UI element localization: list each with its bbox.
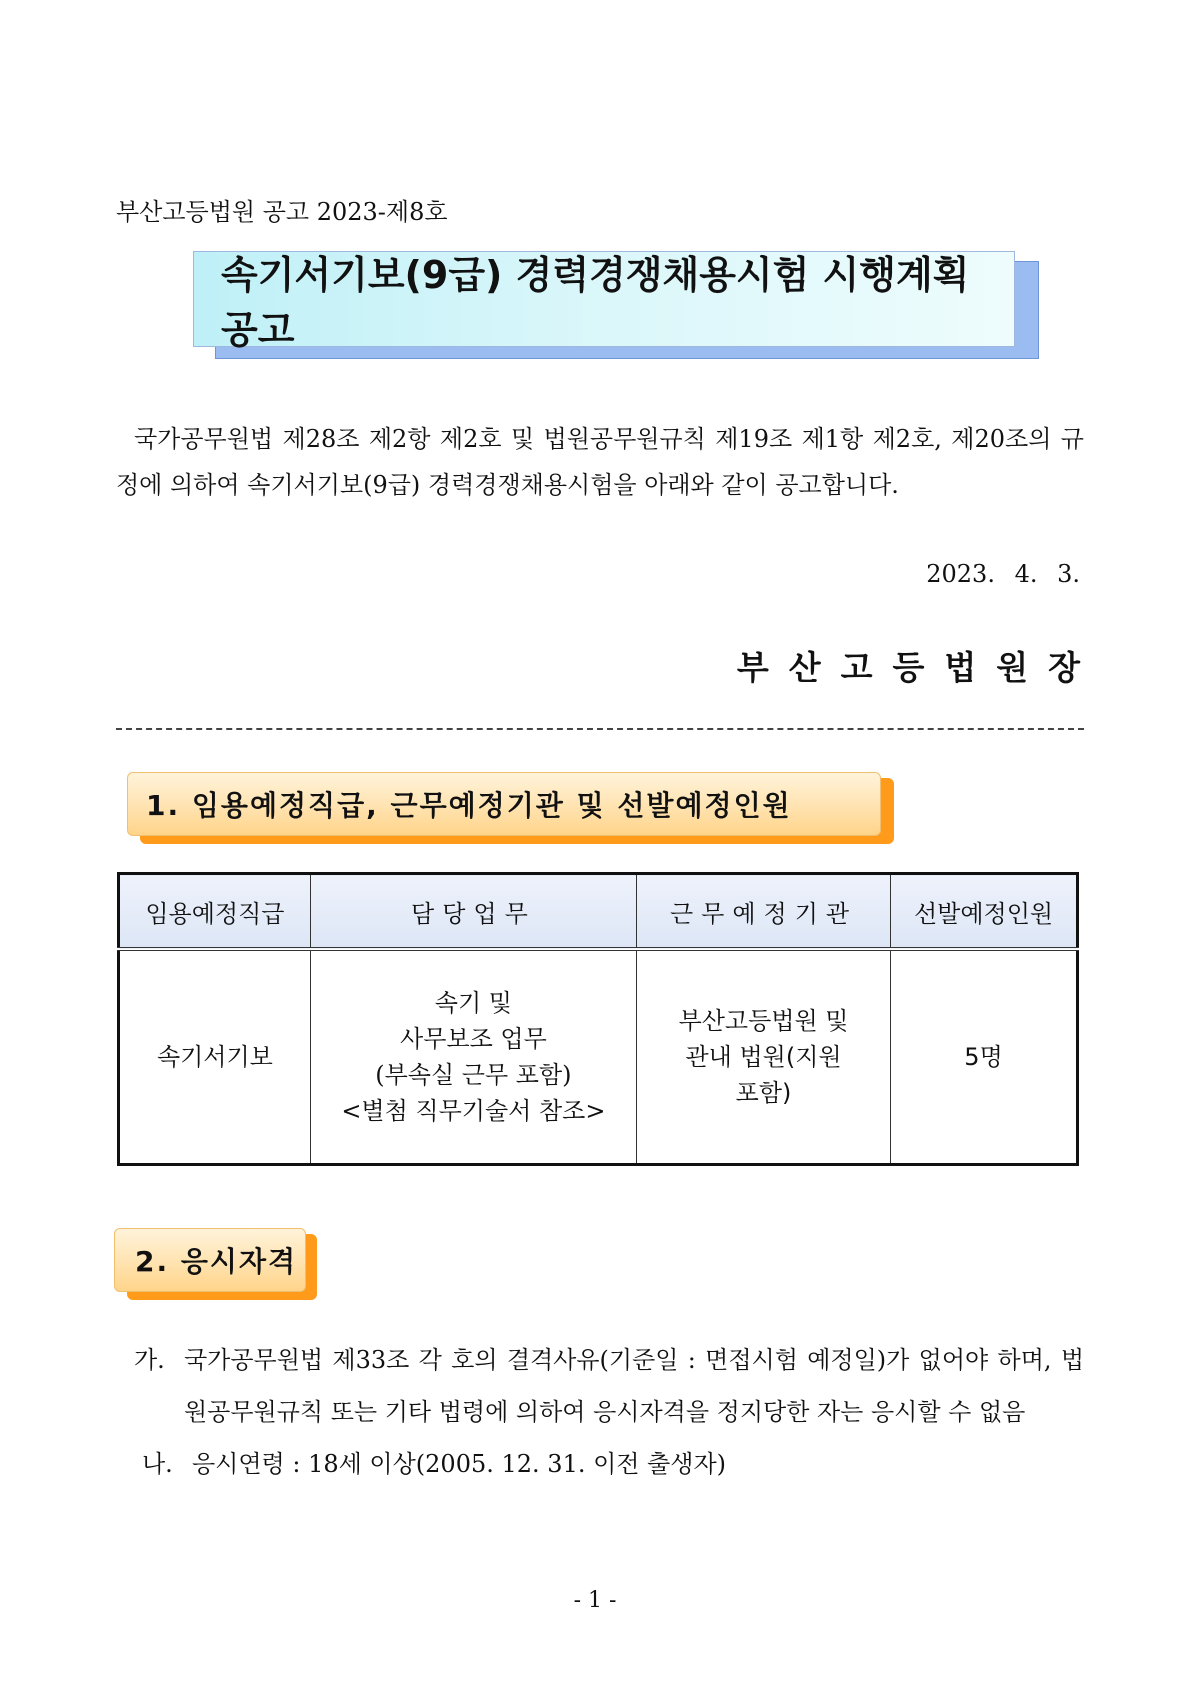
header-count: 선발예정인원 [891,874,1078,950]
notice-number: 부산고등법원 공고 2023-제8호 [116,198,448,226]
cell-count: 5명 [891,949,1078,1165]
agency-line-2: 관내 법원(지원 [685,1043,842,1071]
qualification-list [134,1334,1084,1490]
intro-paragraph [116,416,1084,508]
item-text: 응시연령 : 18세 이상(2005. 12. 31. 이전 출생자) [192,1450,727,1478]
section-2-heading: 2. 응시자격 [135,1245,298,1278]
table-row [119,949,1078,1165]
section-1-heading-box [127,772,881,836]
item-marker: 나. [142,1450,173,1478]
list-item [134,1334,1084,1438]
header-rank: 임용예정직급 [119,874,311,950]
header-agency: 근무예정기관 [636,874,890,950]
item-marker: 가. [134,1346,165,1374]
item-text: 국가공무원법 제33조 각 호의 결격사유(기준일 : 면접시험 예정일)가 없어야 하며, 법원공무원규칙 또는 기타 법령에 의하여 응시자격을 정지당한 자는 응시할 수 없음 [184,1346,1084,1426]
title-box [193,251,1015,352]
list-item [142,1438,1084,1490]
header-duty: 담당업무 [310,874,636,950]
recruitment-table [117,872,1079,1166]
duty-line-4: <별첨 직무기술서 참조> [341,1097,606,1125]
section-2-heading-box [114,1228,306,1292]
table-header-row [119,874,1078,950]
cell-agency [636,949,890,1165]
section-1-heading: 1. 임용예정직급, 근무예정기관 및 선발예정인원 [146,789,792,822]
duty-line-3: (부속실 근무 포함) [375,1061,572,1089]
duty-line-1: 속기 및 [434,989,512,1017]
cell-rank: 속기서기보 [119,949,311,1165]
cell-duty [310,949,636,1165]
agency-line-3: 포함) [735,1079,792,1107]
notice-date: 2023. 4. 3. [926,560,1080,588]
signer: 부산고등법원장 [736,648,1100,687]
agency-line-1: 부산고등법원 및 [678,1007,849,1035]
page-title: 속기서기보(9급) 경력경쟁채용시험 시행계획 공고 [221,253,970,352]
intro-text: 국가공무원법 제28조 제2항 제2호 및 법원공무원규칙 제19조 제1항 제2호, 제20조의 규정에 의하여 속기서기보(9급) 경력경쟁채용시험을 아래와 같이 공고합니다. [116,425,1084,499]
page-number: - 1 - [573,1588,617,1613]
dashed-divider [116,728,1084,730]
duty-line-2: 사무보조 업무 [400,1025,547,1053]
